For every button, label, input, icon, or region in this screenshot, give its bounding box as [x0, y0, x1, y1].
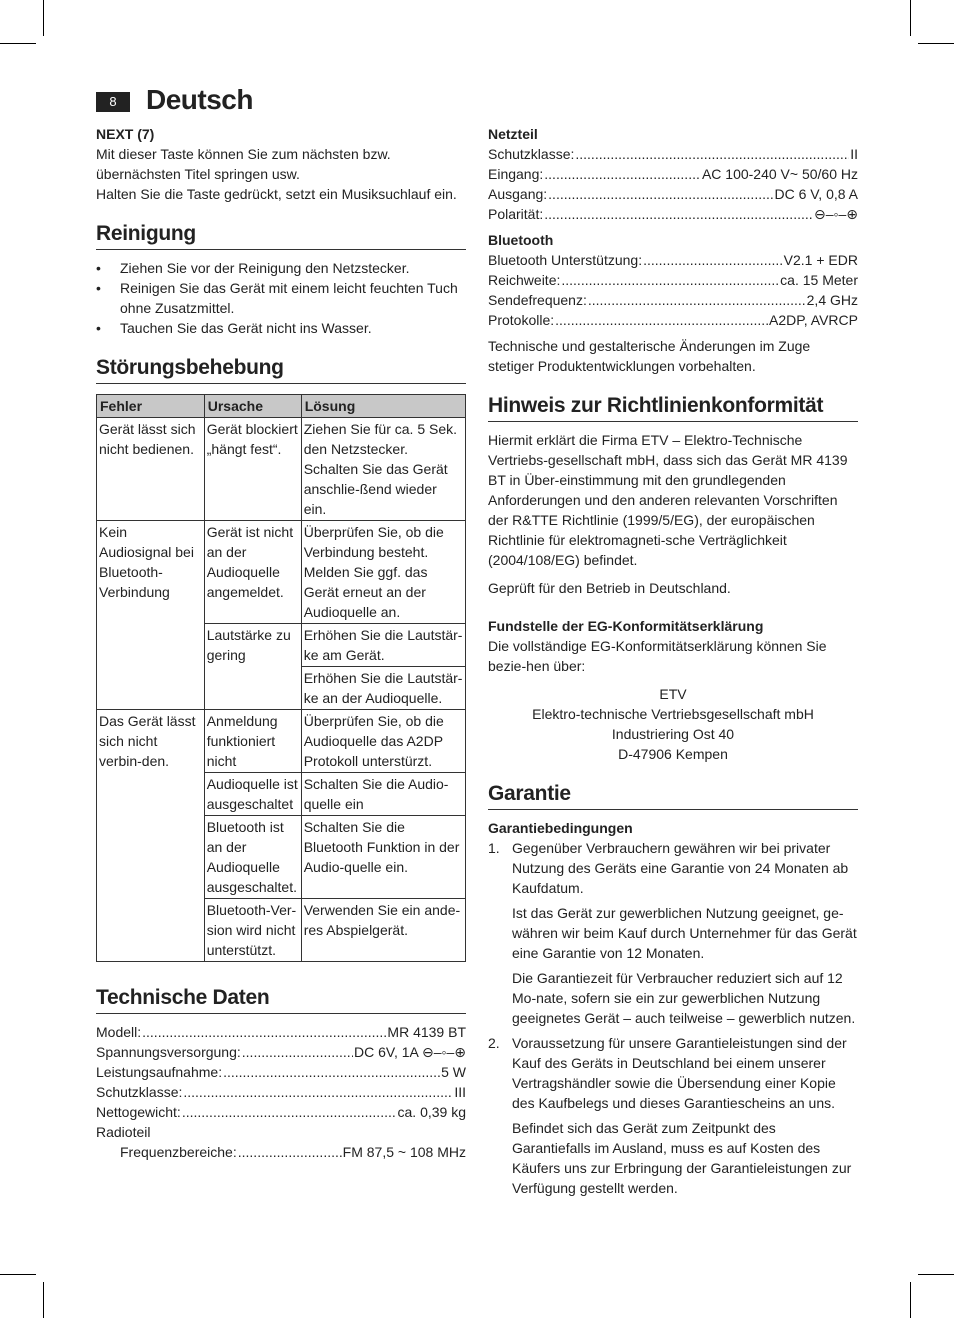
spec-value: III	[454, 1084, 466, 1100]
spec-value: FM 87,5 ~ 108 MHz	[342, 1144, 466, 1160]
address-line: ETV	[659, 686, 687, 702]
spec-value: DC 6 V, 0,8 A	[774, 186, 858, 202]
list-item: • Reinigen Sie das Gerät mit einem leicht feuchten Tuch ohne Zusatzmittel.	[96, 278, 466, 318]
garantie-sub: Garantiebedingungen	[488, 820, 633, 836]
spec-value: ca. 15 Meter	[780, 272, 858, 288]
crop-mark	[918, 43, 954, 44]
spec-row	[488, 164, 858, 184]
crop-mark	[910, 1282, 911, 1318]
spec-key: Leistungsaufnahme:	[96, 1064, 223, 1080]
right-column	[488, 124, 858, 1203]
ursache-cell: Audioquelle ist ausgeschaltet	[204, 773, 301, 816]
radioteil-label: Radioteil	[96, 1124, 151, 1140]
reinigung-title: Reinigung	[96, 224, 466, 250]
crop-mark	[0, 1274, 36, 1275]
item-number: 2.	[488, 1035, 500, 1051]
spec-row	[96, 1062, 466, 1082]
crop-mark	[918, 1274, 954, 1275]
spec-key: Eingang:	[488, 166, 544, 182]
list-item	[488, 1033, 858, 1198]
list-item: • Tauchen Sie das Gerät nicht ins Wasser.	[96, 318, 466, 338]
item-paragraph: Befindet sich das Gerät zum Zeitpunkt des Garantiefalls im Ausland, muss es auf Kosten des Käufers uns zur Erbringung der Garantieleistungen zur Verfügung gestellt werden.	[512, 1120, 852, 1196]
spec-key: Protokolle:	[488, 312, 555, 328]
crop-mark	[43, 0, 44, 36]
address-line: Industriering Ost 40	[611, 726, 735, 742]
spec-row	[96, 1142, 466, 1162]
next-text: Halten Sie die Taste gedrückt, setzt ein Musiksuchlauf ein.	[96, 186, 457, 202]
list-item	[488, 838, 858, 1028]
spec-key: Schutzklasse:	[488, 146, 575, 162]
ursache-cell: Gerät blockiert „hängt fest“.	[204, 418, 301, 521]
page-number: 8	[96, 92, 130, 112]
fundstelle-text: Die vollständige EG-Konformitätserklärung können Sie bezie-hen über:	[488, 638, 827, 674]
list-item: • Ziehen Sie vor der Reinigung den Netzstecker.	[96, 258, 466, 278]
bluetooth-title: Bluetooth	[488, 232, 554, 248]
ursache-cell: Bluetooth ist an der Audioquelle ausgeschaltet.	[204, 816, 301, 899]
address-line: Elektro-technische Vertriebsgesellschaft mbH	[532, 706, 814, 722]
table-header-row	[97, 395, 466, 418]
table-row	[97, 710, 466, 773]
spec-value: II	[850, 146, 858, 162]
fehler-cell: Kein Audiosignal bei Bluetooth-Verbindung	[97, 521, 205, 710]
spec-row	[488, 144, 858, 164]
ursache-cell: Anmeldung funktioniert nicht	[204, 710, 301, 773]
spec-key: Nettogewicht:	[96, 1104, 181, 1120]
spec-key: Schutzklasse:	[96, 1084, 183, 1100]
table-row	[97, 418, 466, 521]
column-header: Lösung	[301, 395, 465, 418]
spec-row	[488, 204, 858, 224]
spec-value: 5 W	[441, 1064, 466, 1080]
spec-row	[488, 184, 858, 204]
crop-mark	[910, 0, 911, 36]
spec-value: 2,4 GHz	[806, 292, 858, 308]
polarity-icon: ⊖–◦–⊕	[814, 206, 858, 222]
spec-key: Bluetooth Unterstützung:	[488, 252, 643, 268]
fehler-cell: Das Gerät lässt sich nicht verbin-den.	[97, 710, 205, 962]
loesung-cell: Überprüfen Sie, ob die Verbindung besteht. Melden Sie ggf. das Gerät erneut an der Audioquelle an.	[301, 521, 465, 624]
spec-row	[488, 250, 858, 270]
spec-value: DC 6V, 1A ⊖–◦–⊕	[354, 1044, 466, 1060]
spec-key: Spannungsversorgung:	[96, 1044, 241, 1060]
change-note: Technische und gestalterische Änderungen im Zuge stetiger Produktentwicklungen vorbehalten.	[488, 338, 811, 374]
page-title: Deutsch	[146, 84, 253, 115]
garantie-title: Garantie	[488, 784, 858, 810]
loesung-cell: Schalten Sie die Audio-quelle ein	[301, 773, 465, 816]
column-header: Fehler	[97, 395, 205, 418]
spec-row	[96, 1082, 466, 1102]
spec-key: Reichweite:	[488, 272, 561, 288]
spec-row	[488, 270, 858, 290]
item-number: 1.	[488, 840, 500, 856]
ursache-cell: Gerät ist nicht an der Audioquelle angemeldet.	[204, 521, 301, 624]
spec-value: A2DP, AVRCP	[769, 312, 858, 328]
spec-value: MR 4139 BT	[387, 1024, 466, 1040]
spec-list	[96, 1022, 466, 1162]
spec-row	[96, 1042, 466, 1062]
crop-mark	[0, 43, 36, 44]
spec-value: V2.1 + EDR	[783, 252, 858, 268]
fehler-cell: Gerät lässt sich nicht bedienen.	[97, 418, 205, 521]
item-paragraph: Voraussetzung für unsere Garantieleistungen sind der Kauf des Geräts in Deutschland bei einem unserer Vertragshändler sowie die Übersendung einer Kopie des Kaufbelegs und dieses Garantiescheins an uns.	[512, 1035, 847, 1111]
hinweis-text: Hiermit erklärt die Firma ETV – Elektro-Technische Vertriebs-gesellschaft mbH, dass sich das Gerät MR 4139 BT in Über-einstimmung mit den grundlegenden Anforderungen und den anderen relevanten Vorschriften der R&TTE Richtlinie (1999/5/EG), der europäischen Richtlinie für elektromagneti-sche Verträglichkeit (2004/108/EG) befindet.	[488, 432, 848, 568]
geprueft-text: Geprüft für den Betrieb in Deutschland.	[488, 580, 731, 596]
next-text: Mit dieser Taste können Sie zum nächsten bzw. übernächsten Titel springen usw.	[96, 146, 391, 182]
spec-key: Ausgang:	[488, 186, 548, 202]
item-paragraph: Die Garantiezeit für Verbraucher reduziert sich auf 12 Mo-nate, sofern sie ein zur gewerblichen Nutzung geeignetes Gerät – auch teilweise – gewerblich nutzen.	[512, 970, 856, 1026]
technische-title: Technische Daten	[96, 988, 466, 1014]
spec-key: Polarität:	[488, 206, 544, 222]
netzteil-title: Netzteil	[488, 126, 538, 142]
loesung-cell: Ziehen Sie für ca. 5 Sek. den Netzstecker. Schalten Sie das Gerät anschlie-ßend wieder ein.	[301, 418, 465, 521]
spec-row	[488, 310, 858, 330]
loesung-cell: Verwenden Sie ein ande-res Abspielgerät.	[301, 899, 465, 962]
spec-key: Sendefrequenz:	[488, 292, 587, 308]
next-heading: NEXT (7)	[96, 126, 155, 142]
left-column	[96, 124, 466, 1162]
table-row	[97, 521, 466, 624]
reinigung-list	[96, 258, 466, 338]
item-paragraph: Gegenüber Verbrauchern gewähren wir bei privater Nutzung des Geräts eine Garantie von 24 Monaten ab Kaufdatum.	[512, 840, 849, 896]
loesung-cell: Erhöhen Sie die Lautstär-ke an der Audioquelle.	[301, 667, 465, 710]
fault-table	[96, 394, 466, 962]
loesung-cell: Überprüfen Sie, ob die Audioquelle das A2DP Protokoll unterstürzt.	[301, 710, 465, 773]
fundstelle-title: Fundstelle der EG-Konformitätserklärung	[488, 618, 764, 634]
hinweis-title: Hinweis zur Richtlinienkonformität	[488, 396, 858, 422]
stoerung-title: Störungsbehebung	[96, 358, 466, 384]
ursache-cell: Bluetooth-Ver-sion wird nicht unterstützt.	[204, 899, 301, 962]
ursache-cell: Lautstärke zu gering	[204, 624, 301, 710]
spec-value: AC 100-240 V~ 50/60 Hz	[701, 166, 858, 182]
loesung-cell: Erhöhen Sie die Lautstär-ke am Gerät.	[301, 624, 465, 667]
loesung-cell: Schalten Sie die Bluetooth Funktion in der Audio-quelle ein.	[301, 816, 465, 899]
crop-mark	[43, 1282, 44, 1318]
column-header: Ursache	[204, 395, 301, 418]
spec-key: Modell:	[96, 1024, 142, 1040]
spec-row	[488, 290, 858, 310]
spec-row	[96, 1022, 466, 1042]
spec-key: Frequenzbereiche:	[120, 1144, 237, 1160]
garantie-list	[488, 838, 858, 1198]
address-line: D-47906 Kempen	[618, 746, 728, 762]
item-paragraph: Ist das Gerät zur gewerblichen Nutzung geeignet, ge-währen wir beim Kauf durch Unternehmer für das Gerät eine Garantie von 12 Monaten.	[512, 905, 857, 961]
address-block	[488, 684, 858, 764]
spec-row	[96, 1102, 466, 1122]
spec-value: ca. 0,39 kg	[397, 1104, 466, 1120]
